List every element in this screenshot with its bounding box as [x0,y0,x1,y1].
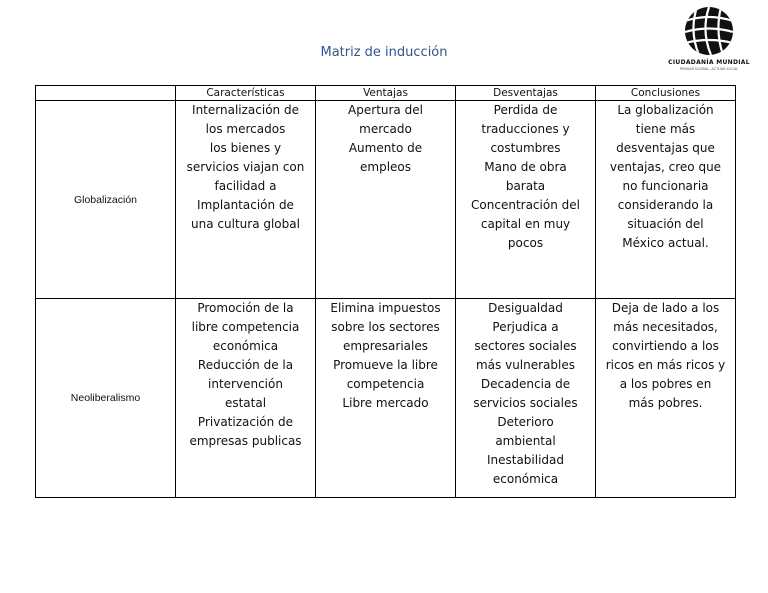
cell-line: una cultura global [191,217,300,231]
column-header: Características [176,86,316,101]
cell-line: económica [492,472,559,486]
cell-line: libre competencia [191,320,300,334]
cell-line: empresariales [343,339,428,353]
cell-line: servicios viajan con [186,160,305,174]
cell-line: ventajas, creo que [609,160,722,174]
cell-line: empleos [360,160,411,174]
cell-line: ambiental [495,434,556,448]
cell-line: estatal [224,396,267,410]
table-cell [176,299,316,498]
row-label: Neoliberalismo [36,299,176,498]
cell-line: tiene más [635,122,696,136]
row-label: Globalización [36,101,176,299]
cell-line: más pobres. [628,396,703,410]
cell-line: Reducción de la [197,358,294,372]
cell-line: Desigualdad [488,301,563,315]
cell-line: Implantación de [197,198,294,212]
table-cell [456,101,596,299]
cell-line: convirtiendo a los [612,339,719,353]
cell-line: Promueve la libre [333,358,438,372]
cell-line: Libre mercado [342,396,429,410]
cell-line: Deja de lado a los [611,301,720,315]
cell-line: no funcionaria [622,179,709,193]
cell-line: Promoción de la [197,301,294,315]
cell-line: Aumento de [348,141,423,155]
cell-line: México actual. [622,236,709,250]
cell-line: los bienes y [209,141,282,155]
cell-line: Mano de obra [484,160,567,174]
column-header: Conclusiones [596,86,736,101]
cell-line: Perdida de [493,103,558,117]
cell-line: traducciones y [481,122,570,136]
cell-line: servicios sociales [473,396,578,410]
logo-tagline: PENSAR GLOBAL, ACTUAR LOCAL [679,67,739,71]
cell-line: La globalización [617,103,714,117]
cell-line: Deterioro [497,415,554,429]
globe-icon [683,5,735,57]
cell-line: los mercados [205,122,286,136]
cell-line: barata [505,179,546,193]
table-cell [316,299,456,498]
cell-line: Elimina impuestos [330,301,441,315]
cell-line: ricos en más ricos y [605,358,726,372]
table-row [36,299,736,498]
table-cell [176,101,316,299]
cell-line: Inestabilidad [486,453,565,467]
corner-cell [36,86,176,101]
table-cell [596,101,736,299]
cell-line: situación del [627,217,704,231]
cell-line: sobre los sectores [331,320,440,334]
table-cell [596,299,736,498]
cell-line: competencia [346,377,425,391]
cell-line: económica [212,339,279,353]
cell-line: intervención [208,377,283,391]
induction-matrix-table [35,85,736,498]
cell-line: desventajas que [616,141,715,155]
document-title: Matriz de inducción [320,45,448,60]
cell-line: Concentración del [471,198,580,212]
cell-line: capital en muy [480,217,571,231]
cell-line: pocos [507,236,544,250]
cell-line: costumbres [490,141,561,155]
table-cell [456,299,596,498]
cell-line: más vulnerables [475,358,575,372]
cell-line: considerando la [617,198,714,212]
logo-name: CIUDADANÍA MUNDIAL [668,59,750,66]
cell-line: mercado [359,122,412,136]
cell-line: sectores sociales [474,339,577,353]
table-row [36,101,736,299]
table-cell [316,101,456,299]
column-header: Ventajas [316,86,456,101]
cell-line: Perjudica a [492,320,559,334]
cell-line: Internalización de [192,103,299,117]
cell-line: a los pobres en [619,377,712,391]
cell-line: Decadencia de [480,377,571,391]
cell-line: más necesitados, [613,320,718,334]
cell-line: facilidad a [214,179,277,193]
logo [664,5,754,75]
cell-line: empresas publicas [189,434,302,448]
cell-line: Apertura del [348,103,423,117]
cell-line: Privatización de [197,415,294,429]
column-header: Desventajas [456,86,596,101]
